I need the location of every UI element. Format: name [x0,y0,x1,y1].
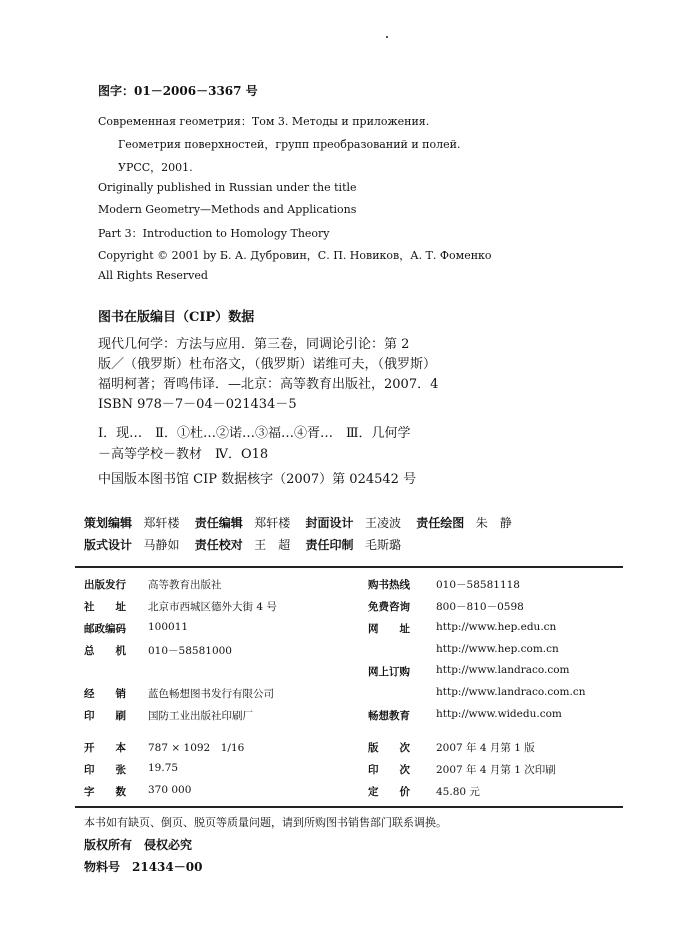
pub-label: 畅想教育 [368,710,410,722]
pub-value: 100011 [148,621,189,633]
pub-value: 010－58581000 [148,645,232,657]
staff-label: 责任绘图 [416,516,465,530]
english-title: Modern Geometry—Methods and Applications [98,203,357,216]
staff-row-2 [84,536,401,553]
original-subtitle: Геометрия поверхностей，групп преобразований и полей. [118,138,461,151]
spec-label: 印 张 [84,764,126,776]
pub-label: 购书热线 [368,579,410,591]
pub-label: 网 址 [368,623,410,635]
copyright-line: Copyright © 2001 by Б. А. Дубровин，С. П. Новиков，А. Т. Фоменко [98,249,492,262]
scan-speck [386,36,388,38]
website-link: http://www.landraco.com [436,664,570,676]
staff-value: 郑轩楼 [254,516,291,530]
rights-reserved: 版权所有 侵权必究 [84,838,193,852]
cip-line-1: 现代几何学：方法与应用．第三卷，同调论引论：第 2 [98,337,410,352]
staff-value: 王 超 [254,538,291,552]
pub-label: 经 销 [84,688,126,700]
spec-value: 370 000 [148,784,192,796]
spec-label: 定 价 [368,786,410,798]
staff-label: 责任校对 [194,538,243,552]
original-publisher: УРСС，2001. [118,161,193,174]
staff-label: 版式设计 [84,538,133,552]
cip-line-2: 版／（俄罗斯）杜布洛文，（俄罗斯）诺维可夫，（俄罗斯） [98,357,437,372]
staff-value: 朱 静 [475,516,512,530]
spec-value: 19.75 [148,762,179,774]
pub-label: 网上订购 [368,666,410,678]
cip-heading: 图书在版编目（CIP）数据 [98,310,255,325]
cip-line-5: Ⅰ．现… Ⅱ．①杜…②诺…③福…④胥… Ⅲ．几何学 [98,426,411,441]
pub-value: 蓝色畅想图书发行有限公司 [148,688,274,700]
staff-row-1 [84,514,512,531]
material-number: 物料号 21434－00 [84,860,203,874]
spec-value: 2007 年 4 月第 1 版 [436,742,535,754]
cip-line-3: 福明柯著；胥鸣伟译．—北京：高等教育出版社，2007．4 [98,377,439,392]
staff-label: 责任编辑 [194,516,243,530]
quality-notice: 本书如有缺页、倒页、脱页等质量问题，请到所购图书销售部门联系调换。 [84,816,447,829]
pub-label: 出版发行 [84,579,126,591]
rights-line: All Rights Reserved [98,269,208,282]
pub-value: 北京市西城区德外大街 4 号 [148,601,277,613]
staff-value: 王凌波 [364,516,401,530]
pub-label: 邮政编码 [84,623,126,635]
spec-value: 2007 年 4 月第 1 次印刷 [436,764,556,776]
record-number: 图字：01－2006－3367 号 [98,84,258,98]
english-part: Part 3：Introduction to Homology Theory [98,227,330,240]
pub-value: 国防工业出版社印刷厂 [148,710,253,722]
staff-value: 马静如 [143,538,180,552]
staff-label: 封面设计 [305,516,354,530]
staff-label: 策划编辑 [84,516,133,530]
spec-value: 45.80 元 [436,786,480,798]
pub-value: 010－58581118 [436,579,520,591]
website-link: http://www.widedu.com [436,708,562,720]
pub-label: 印 刷 [84,710,126,722]
staff-value: 毛斯璐 [364,538,401,552]
spec-value: 787 × 1092 1/16 [148,742,245,754]
pub-value: 高等教育出版社 [148,579,222,591]
cip-isbn: ISBN 978－7－04－021434－5 [98,397,297,412]
pub-label: 社 址 [84,601,126,613]
cip-data-number: 中国版本图书馆 CIP 数据核字（2007）第 024542 号 [98,472,417,487]
spec-label: 版 次 [368,742,410,754]
spec-label: 开 本 [84,742,126,754]
website-link: http://www.hep.com.cn [436,643,559,655]
english-original-note: Originally published in Russian under the title [98,181,357,194]
website-link: http://www.landraco.com.cn [436,686,586,698]
spec-label: 印 次 [368,764,410,776]
website-link: http://www.hep.edu.cn [436,621,557,633]
divider-top [75,566,623,568]
divider-bottom [75,806,623,808]
pub-label: 总 机 [84,645,126,657]
staff-value: 郑轩楼 [143,516,180,530]
staff-label: 责任印制 [305,538,354,552]
original-title: Современная геометрия：Том 3. Методы и приложения. [98,115,430,128]
cip-line-6: －高等学校－教材 Ⅳ．O18 [98,447,269,462]
pub-label: 免费咨询 [368,601,410,613]
pub-value: 800－810－0598 [436,601,524,613]
spec-label: 字 数 [84,786,126,798]
